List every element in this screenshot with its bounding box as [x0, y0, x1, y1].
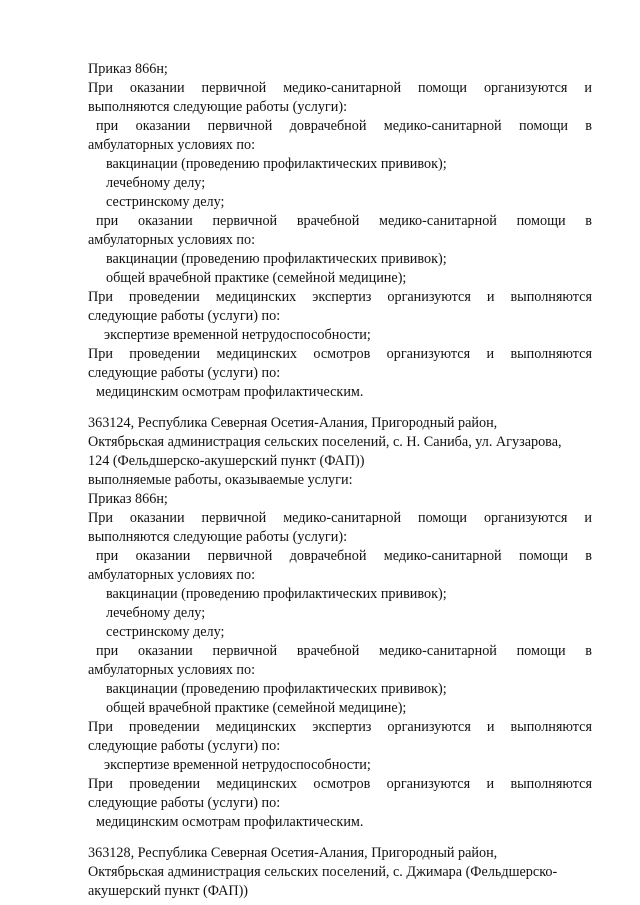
paragraph-line: выполняются следующие работы (услуги): — [88, 529, 348, 545]
list-item: вакцинации (проведению профилактических прививок); — [106, 156, 447, 172]
paragraph-line: При проведении медицинских осмотров организуются и выполняются — [88, 776, 592, 792]
paragraph-line: амбулаторных условиях по: — [88, 567, 256, 583]
paragraph-line: следующие работы (услуги) по: — [88, 365, 281, 381]
list-item: лечебному делу; — [106, 175, 206, 191]
order-reference: Приказ 866н; — [88, 491, 168, 507]
list-item: экспертизе временной нетрудоспособности; — [104, 757, 371, 773]
paragraph-line: При проведении медицинских экспертиз организуются и выполняются — [88, 289, 592, 305]
paragraph-line: При оказании первичной медико-санитарной помощи организуются и — [88, 80, 592, 96]
list-item: общей врачебной практике (семейной медицине); — [106, 270, 407, 286]
paragraph-line: при оказании первичной врачебной медико-санитарной помощи в — [96, 643, 592, 659]
paragraph-line: следующие работы (услуги) по: — [88, 308, 281, 324]
paragraph-line: при оказании первичной врачебной медико-санитарной помощи в — [96, 213, 592, 229]
paragraph-line: амбулаторных условиях по: — [88, 137, 256, 153]
paragraph-line: При оказании первичной медико-санитарной помощи организуются и — [88, 510, 592, 526]
paragraph-line: При проведении медицинских осмотров организуются и выполняются — [88, 346, 592, 362]
order-reference: Приказ 866н; — [88, 61, 168, 77]
list-item: вакцинации (проведению профилактических прививок); — [106, 681, 447, 697]
list-item: сестринскому делу; — [106, 624, 225, 640]
list-item: лечебному делу; — [106, 605, 206, 621]
paragraph-line: следующие работы (услуги) по: — [88, 738, 281, 754]
list-item: общей врачебной практике (семейной медицине); — [106, 700, 407, 716]
list-item: медицинским осмотрам профилактическим. — [96, 384, 364, 400]
paragraph-line: При проведении медицинских экспертиз организуются и выполняются — [88, 719, 592, 735]
address-line: Октябрьская администрация сельских поселений, с. Н. Саниба, ул. Агузарова, — [88, 434, 562, 450]
list-item: медицинским осмотрам профилактическим. — [96, 814, 364, 830]
paragraph-line: выполняются следующие работы (услуги): — [88, 99, 348, 115]
paragraph-line: амбулаторных условиях по: — [88, 232, 256, 248]
paragraph-line: амбулаторных условиях по: — [88, 662, 256, 678]
paragraph-line: выполняемые работы, оказываемые услуги: — [88, 472, 353, 488]
list-item: сестринскому делу; — [106, 194, 225, 210]
address-line: 363128, Республика Северная Осетия-Алания, Пригородный район, — [88, 845, 498, 861]
paragraph-line: при оказании первичной доврачебной медико-санитарной помощи в — [96, 118, 592, 134]
list-item: экспертизе временной нетрудоспособности; — [104, 327, 371, 343]
address-line: акушерский пункт (ФАП)) — [88, 883, 249, 899]
address-line: 124 (Фельдшерско-акушерский пункт (ФАП)) — [88, 453, 365, 469]
address-line: Октябрьская администрация сельских поселений, с. Джимара (Фельдшерско- — [88, 864, 558, 880]
paragraph-line: следующие работы (услуги) по: — [88, 795, 281, 811]
list-item: вакцинации (проведению профилактических прививок); — [106, 251, 447, 267]
paragraph-line: при оказании первичной доврачебной медико-санитарной помощи в — [96, 548, 592, 564]
address-line: 363124, Республика Северная Осетия-Алания, Пригородный район, — [88, 415, 498, 431]
list-item: вакцинации (проведению профилактических прививок); — [106, 586, 447, 602]
